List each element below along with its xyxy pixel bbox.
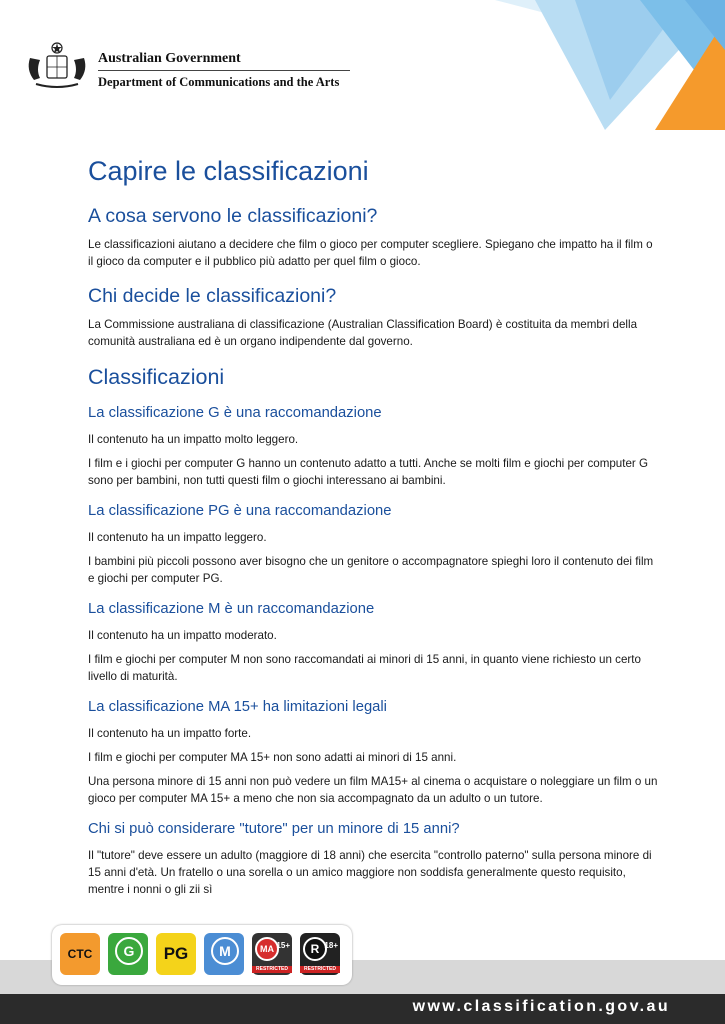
government-header: [98, 50, 350, 90]
g-text-1: Il contenuto ha un impatto molto leggero.: [88, 433, 299, 446]
ctc-badge-icon: [60, 933, 100, 975]
who-text: La Commissione australiana di classificazione (Australian Classification Board) è costituita da membri della comunità australiana ed è un organo indipendente dal governo.: [88, 318, 638, 348]
pg-label: PG: [163, 944, 189, 963]
main-content: [88, 152, 658, 905]
footer-bar: [0, 994, 725, 1024]
coat-of-arms-logo: [22, 40, 92, 92]
r-plus-label: 18+: [324, 941, 338, 950]
pg-text-2: I bambini più piccoli possono aver bisogno che un genitore o accompagnatore spieghi loro il contenuto dei film e giochi per computer PG.: [88, 555, 654, 585]
ma-plus-label: 15+: [276, 941, 290, 950]
r-restricted-label: RESTRICTED: [300, 966, 340, 973]
corner-graphic: [425, 0, 725, 145]
m-heading: La classificazione M è un raccomandazione: [88, 601, 375, 617]
r-badge-icon: [300, 933, 340, 975]
g-heading: La classificazione G è una raccomandazione: [88, 405, 382, 421]
m-text-1: Il contenuto ha un impatto moderato.: [88, 629, 277, 642]
pg-heading: La classificazione PG è una raccomandazione: [88, 503, 392, 519]
ma-text-1: Il contenuto ha un impatto forte.: [88, 727, 252, 740]
g-text-2: I film e i giochi per computer G hanno un contenuto adatto a tutti. Anche se molti film e giochi per computer G sono per bambini, non tutti questi film o giochi interessano ai bambini.: [88, 457, 649, 487]
footer-url-link[interactable]: www.classification.gov.au: [412, 998, 670, 1015]
r-label: R: [303, 937, 327, 961]
purpose-heading: A cosa servono le classificazioni?: [88, 205, 378, 227]
pg-text-1: Il contenuto ha un impatto leggero.: [88, 531, 267, 544]
who-heading: Chi decide le classificazioni?: [88, 285, 337, 307]
government-name: Australian Government: [98, 50, 350, 71]
classifications-heading: Classificazioni: [88, 365, 225, 389]
ctc-label: CTC: [67, 947, 93, 961]
m-badge-icon: [204, 933, 244, 975]
g-badge-icon: [108, 933, 148, 975]
g-label: G: [115, 937, 143, 965]
m-label: M: [211, 937, 239, 965]
guardian-heading: Chi si può considerare "tutore" per un minore di 15 anni?: [88, 821, 460, 837]
purpose-text: Le classificazioni aiutano a decidere che film o gioco per computer scegliere. Spiegano che impatto ha il film o il gioco da computer e il pubblico più adatto per quel film o gioco.: [88, 238, 653, 268]
ma-label: MA: [255, 937, 279, 961]
m-text-2: I film e giochi per computer M non sono raccomandati ai minori di 15 anni, in quanto viene richiesto un certo livello di maturità.: [88, 653, 641, 683]
ma-heading: La classificazione MA 15+ ha limitazioni legali: [88, 699, 387, 715]
rating-badges: [52, 925, 352, 985]
ma-restricted-label: RESTRICTED: [252, 966, 292, 973]
ma-badge-icon: [252, 933, 292, 975]
ma-text-2: I film e giochi per computer MA 15+ non sono adatti ai minori di 15 anni.: [88, 751, 457, 764]
department-name: Department of Communications and the Arts: [98, 75, 340, 89]
ma-text-3: Una persona minore di 15 anni non può vedere un film MA15+ al cinema o acquistare o noleggiare un film o un gioco per computer MA 15+ a meno che non sia accompagnato da un adulto o un tutore.: [88, 775, 658, 805]
guardian-text: Il "tutore" deve essere un adulto (maggiore di 18 anni) che esercita "controllo paterno" sulla persona minore di 15 anni d'età. Un fratello o una sorella o un amico maggiore non soddisfa generalmente questo requisito, mentre i nonni o gli zii sì: [88, 849, 652, 896]
page-title: Capire le classificazioni: [88, 156, 369, 186]
pg-badge-icon: [156, 933, 196, 975]
